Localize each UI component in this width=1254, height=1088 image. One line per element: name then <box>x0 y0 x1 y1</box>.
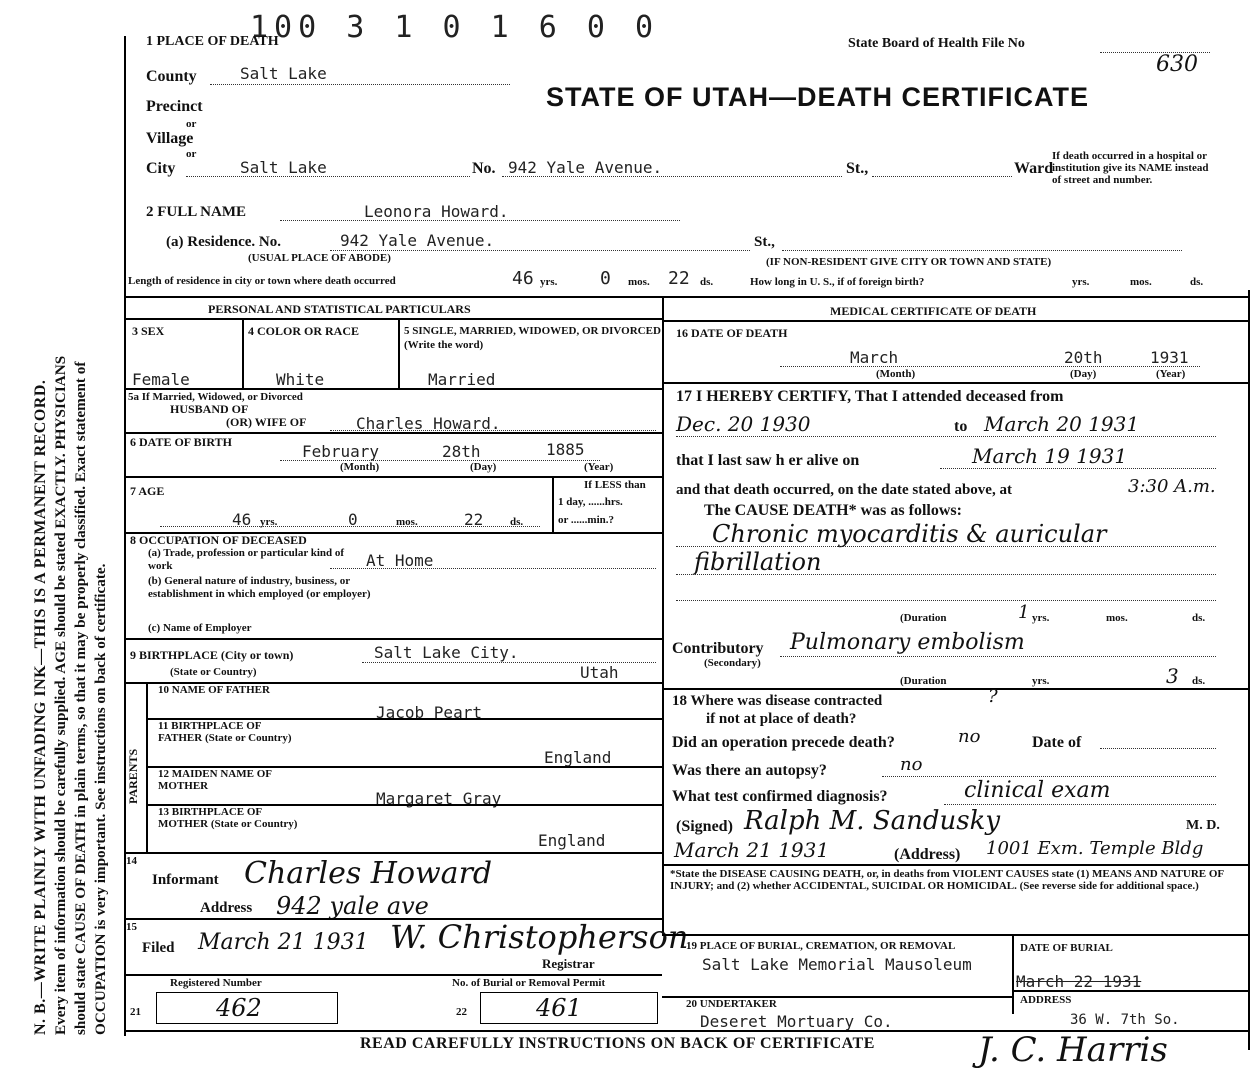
where-label-2: if not at place of death? <box>706 711 857 727</box>
residence-dots <box>330 250 750 251</box>
husband-label-1: 5a If Married, Widowed, or Divorced <box>128 391 303 403</box>
rule-burial-address <box>1012 990 1250 992</box>
dob-month: February <box>302 442 380 461</box>
us-ds-label: ds. <box>1190 276 1204 288</box>
rule-row6 <box>124 476 662 478</box>
sign-address: 1001 Exm. Temple Bldg <box>986 838 1204 859</box>
sex-label: 3 SEX <box>132 324 165 338</box>
usual-label: (USUAL PLACE OF ABODE) <box>248 252 391 264</box>
precinct-label: Precinct <box>146 98 203 115</box>
dob-month-label: (Month) <box>340 461 380 473</box>
rule-color <box>398 318 400 388</box>
dob-label: 6 DATE OF BIRTH <box>130 435 232 449</box>
reg-number-num: 21 <box>130 1006 141 1018</box>
rule-med-16 <box>662 382 1250 384</box>
state-file-label: State Board of Health File No <box>848 36 1025 51</box>
city-label: City <box>146 160 176 177</box>
contrib-duration-ds: 3 <box>1166 664 1179 688</box>
personal-heading: PERSONAL AND STATISTICAL PARTICULARS <box>208 302 471 316</box>
burial-place: Salt Lake Memorial Mausoleum <box>702 955 972 974</box>
rule-med-note <box>662 864 1250 866</box>
footer-text: READ CAREFULLY INSTRUCTIONS ON BACK OF CERTIFICATE <box>360 1035 875 1052</box>
left-border <box>124 36 126 1036</box>
undertaker-label: 20 UNDERTAKER <box>686 998 777 1010</box>
county-label: County <box>146 68 197 85</box>
occurred-text: and that death occurred, on the date stated above, at <box>676 482 1012 498</box>
contributory-dots <box>780 656 1216 657</box>
rule-less-than <box>552 476 554 532</box>
sex-value: Female <box>132 370 190 389</box>
birthplace-label: 9 BIRTHPLACE (City or town) <box>130 648 294 662</box>
us-yrs-label: yrs. <box>1072 276 1090 288</box>
sign-address-label: (Address) <box>894 846 961 863</box>
informant-value: Charles Howard <box>244 856 493 891</box>
autopsy-label: Was there an autopsy? <box>672 762 827 779</box>
attended-dots <box>676 436 1216 437</box>
occ-a-label: (a) Trade, profession or particular kind of work <box>148 547 345 572</box>
color-label: 4 COLOR OR RACE <box>248 324 360 338</box>
duration-ds-label: ds. <box>1192 612 1206 624</box>
street-value: 942 Yale Avenue. <box>508 158 663 177</box>
cause-dots-3 <box>676 600 1216 601</box>
death-year: 1931 <box>1150 348 1189 367</box>
filed-num: 15 <box>126 921 137 933</box>
duration-yrs: 1 <box>1018 602 1030 623</box>
death-month: March <box>850 348 899 367</box>
attended-to: March 20 1931 <box>984 412 1140 436</box>
where-label: 18 Where was disease contracted <box>672 693 883 709</box>
rule-top <box>124 296 1250 298</box>
medical-heading: MEDICAL CERTIFICATE OF DEATH <box>830 304 1037 318</box>
sign-date: March 21 1931 <box>674 838 830 862</box>
informant-address: 942 yale ave <box>276 892 429 920</box>
death-date-dots <box>780 366 1200 367</box>
certify-text: 17 I HEREBY CERTIFY, That I attended deceased from <box>676 388 1064 405</box>
last-saw-date: March 19 1931 <box>972 444 1128 468</box>
rule-sex <box>242 318 244 388</box>
contributory-value: Pulmonary embolism <box>790 630 1025 655</box>
husband-label-3: (OR) WIFE OF <box>226 415 307 429</box>
cause-line-2: fibrillation <box>694 548 822 576</box>
rule-burial-date <box>1012 934 1014 1014</box>
length-mos-label: mos. <box>628 276 650 288</box>
contrib-yrs-label: yrs. <box>1032 675 1050 687</box>
occupation-value: At Home <box>366 551 434 570</box>
residence-st-dots <box>782 250 1182 251</box>
length-ds: 22 <box>668 268 690 289</box>
county-value: Salt Lake <box>240 64 327 83</box>
length-yrs: 46 <box>512 268 534 289</box>
death-time: 3:30 A.m. <box>1128 476 1216 497</box>
dob-day: 28th <box>442 442 481 461</box>
where-value: ? <box>988 686 998 707</box>
mother-bp-label: 13 BIRTHPLACE OF MOTHER (State or Country) <box>158 806 298 830</box>
md-label: M. D. <box>1186 818 1220 833</box>
margin-line-4: OCCUPATION is very important. See instructions on back of certificate. <box>92 563 109 1035</box>
rule-row5 <box>124 432 662 434</box>
informant-address-label: Address <box>200 900 253 916</box>
or-1: or <box>186 118 197 130</box>
dob-day-label: (Day) <box>470 461 497 473</box>
death-date-label: 16 DATE OF DEATH <box>676 326 788 340</box>
date-of-label: Date of <box>1032 734 1082 751</box>
age-mos-label: mos. <box>396 516 418 528</box>
reg-number-value: 462 <box>216 994 262 1022</box>
marital-value: Married <box>428 370 496 389</box>
autopsy-dots <box>882 776 1216 777</box>
place-heading: 1 PLACE OF DEATH <box>146 34 279 49</box>
marital-label: 5 SINGLE, MARRIED, WIDOWED, OR DIVORCED (Write the word) <box>404 325 661 351</box>
residence-label: (a) Residence. No. <box>166 234 281 250</box>
rule-med-17 <box>662 688 1250 690</box>
us-mos-label: mos. <box>1130 276 1152 288</box>
burial-permit-num: 22 <box>456 1006 467 1018</box>
less-than-1: If LESS than <box>584 479 646 491</box>
occ-b-label: (b) General nature of industry, business, or establishment in which employed (or employer) <box>148 575 371 600</box>
age-yrs: 46 <box>232 510 252 529</box>
filed-label: Filed <box>142 940 175 956</box>
reg-number-label: Registered Number <box>170 977 262 989</box>
occ-c-label: (c) Name of Employer <box>148 622 252 634</box>
fullname-value: Leonora Howard. <box>364 202 509 221</box>
burial-permit-label: No. of Burial or Removal Permit <box>452 977 606 989</box>
to-label: to <box>954 418 968 435</box>
birthplace-city: Salt Lake City. <box>374 643 519 662</box>
village-label: Village <box>146 130 194 147</box>
document-title: STATE OF UTAH—DEATH CERTIFICATE <box>546 82 1089 112</box>
operation-label: Did an operation precede death? <box>672 734 895 751</box>
ward-dots <box>872 176 1012 177</box>
residence-st-label: St., <box>754 234 775 250</box>
rule-row14 <box>124 852 662 854</box>
attended-from: Dec. 20 1930 <box>676 412 811 436</box>
cause-dots-1 <box>676 546 1216 547</box>
death-year-label: (Year) <box>1156 368 1186 380</box>
father-bp-value: England <box>544 748 612 767</box>
hospital-note: If death occurred in a hospital or institution give its NAME instead of street and number. <box>1052 150 1209 186</box>
husband-value: Charles Howard. <box>356 414 501 433</box>
margin-line-1: N. B.—WRITE PLAINLY WITH UNFADING INK—THIS IS A PERMANENT RECORD. <box>32 379 49 1035</box>
cause-dots-2 <box>676 574 1216 575</box>
duration-mos-label: mos. <box>1106 612 1128 624</box>
less-than-3: or ......min.? <box>558 514 615 526</box>
undertaker-signature: J. C. Harris <box>978 1030 1168 1070</box>
cause-line-1: Chronic myocarditis & auricular <box>712 520 1107 548</box>
length-yrs-label: yrs. <box>540 276 558 288</box>
nonresident-label: (IF NON-RESIDENT GIVE CITY OR TOWN AND STATE) <box>766 256 1052 268</box>
age-yrs-label: yrs. <box>260 516 278 528</box>
contrib-ds-label: ds. <box>1192 675 1206 687</box>
burial-place-label: 19 PLACE OF BURIAL, CREMATION, OR REMOVAL <box>686 940 956 952</box>
secondary-label: (Secondary) <box>704 657 761 669</box>
death-month-label: (Month) <box>876 368 916 380</box>
operation-value: no <box>958 726 981 747</box>
st-label: St., <box>846 160 869 177</box>
death-day-label: (Day) <box>1070 368 1097 380</box>
age-ds-label: ds. <box>510 516 524 528</box>
rule-middle <box>662 296 664 936</box>
husband-label-2: HUSBAND OF <box>170 402 249 416</box>
informant-num: 14 <box>126 855 137 867</box>
or-2: or <box>186 148 197 160</box>
no-label: No. <box>472 160 496 177</box>
city-dots <box>186 176 470 177</box>
length-mos: 0 <box>600 268 611 289</box>
residence-value: 942 Yale Avenue. <box>340 231 495 250</box>
filed-date: March 21 1931 <box>198 930 369 955</box>
mother-value: Margaret Gray <box>376 789 502 808</box>
date-of-dots <box>1100 748 1216 749</box>
fullname-heading: 2 FULL NAME <box>146 204 247 220</box>
duration-yrs-label: yrs. <box>1032 612 1050 624</box>
right-border <box>1248 290 1250 1050</box>
margin-line-2: Every item of information should be carefully supplied. AGE should be stated EXACTLY. PHYSICIANS <box>52 355 69 1035</box>
last-saw-text: that I last saw h er alive on <box>676 452 860 469</box>
state-file-number: 630 <box>1156 52 1198 77</box>
registrar-signature: W. Christopherson <box>390 918 689 956</box>
age-mos: 0 <box>348 510 358 529</box>
father-value: Jacob Peart <box>376 703 482 722</box>
mother-label: 12 MAIDEN NAME OF MOTHER <box>158 768 272 792</box>
serial-number: 100 3 1 0 1 6 0 0 <box>250 10 660 45</box>
signed-value: Ralph M. Sandusky <box>744 806 1001 836</box>
autopsy-value: no <box>900 754 923 775</box>
contributory-label: Contributory <box>672 640 764 657</box>
burial-address: 36 W. 7th So. <box>1070 1012 1180 1028</box>
less-than-2: 1 day, ......hrs. <box>558 496 623 508</box>
age-label: 7 AGE <box>130 484 165 498</box>
how-long-label: How long in U. S., if of foreign birth? <box>750 276 925 288</box>
mother-bp-value: England <box>538 831 606 850</box>
color-value: White <box>276 370 325 389</box>
burial-permit-value: 461 <box>536 994 582 1022</box>
age-ds: 22 <box>464 510 484 529</box>
burial-address-label: ADDRESS <box>1020 994 1072 1006</box>
rule-row8 <box>124 638 662 640</box>
length-ds-label: ds. <box>700 276 714 288</box>
burial-date: March 22 1931 <box>1016 972 1142 991</box>
occupation-label: 8 OCCUPATION OF DECEASED <box>130 533 307 547</box>
informant-label: Informant <box>152 872 219 888</box>
test-value: clinical exam <box>964 778 1111 803</box>
birthplace-state: Utah <box>580 663 619 682</box>
margin-line-3: should state CAUSE OF DEATH in plain terms, so that it may be properly classified. Exact statement of <box>72 361 89 1035</box>
dob-year: 1885 <box>546 440 585 459</box>
test-label: What test confirmed diagnosis? <box>672 788 888 805</box>
father-bp-label: 11 BIRTHPLACE OF FATHER (State or Country) <box>158 720 292 744</box>
registrar-label: Registrar <box>542 956 595 971</box>
rule-row-reg <box>124 974 662 976</box>
county-dots <box>210 84 510 85</box>
length-label: Length of residence in city or town where death occurred <box>128 275 396 287</box>
death-day: 20th <box>1064 348 1103 367</box>
contrib-duration-label: (Duration <box>900 675 947 687</box>
undertaker-value: Deseret Mortuary Co. <box>700 1012 893 1031</box>
burial-date-label: DATE OF BURIAL <box>1020 942 1113 954</box>
father-label: 10 NAME OF FATHER <box>158 684 270 696</box>
rule-left-head <box>124 318 662 320</box>
rule-med-19 <box>662 934 1250 936</box>
birthplace-state-label: (State or Country) <box>170 666 257 678</box>
rule-right-head <box>662 320 1250 322</box>
parents-label: PARENTS <box>126 748 140 804</box>
cause-label: The CAUSE DEATH* was as follows: <box>704 502 962 519</box>
signed-label: (Signed) <box>676 818 733 835</box>
dob-year-label: (Year) <box>584 461 614 473</box>
last-saw-dots <box>940 468 1216 469</box>
city-value: Salt Lake <box>240 158 327 177</box>
ward-label: Ward <box>1014 160 1054 177</box>
rule-row3 <box>124 388 662 390</box>
medical-note: *State the DISEASE CAUSING DEATH, or, in deaths from VIOLENT CAUSES state (1) MEANS AND NATURE OF INJURY; and (2) whether ACCIDENTAL, SUICIDAL OR HOMICIDAL. (See reverse side for additional space.) <box>670 868 1224 892</box>
test-dots <box>944 804 1216 805</box>
duration-label: (Duration <box>900 612 947 624</box>
